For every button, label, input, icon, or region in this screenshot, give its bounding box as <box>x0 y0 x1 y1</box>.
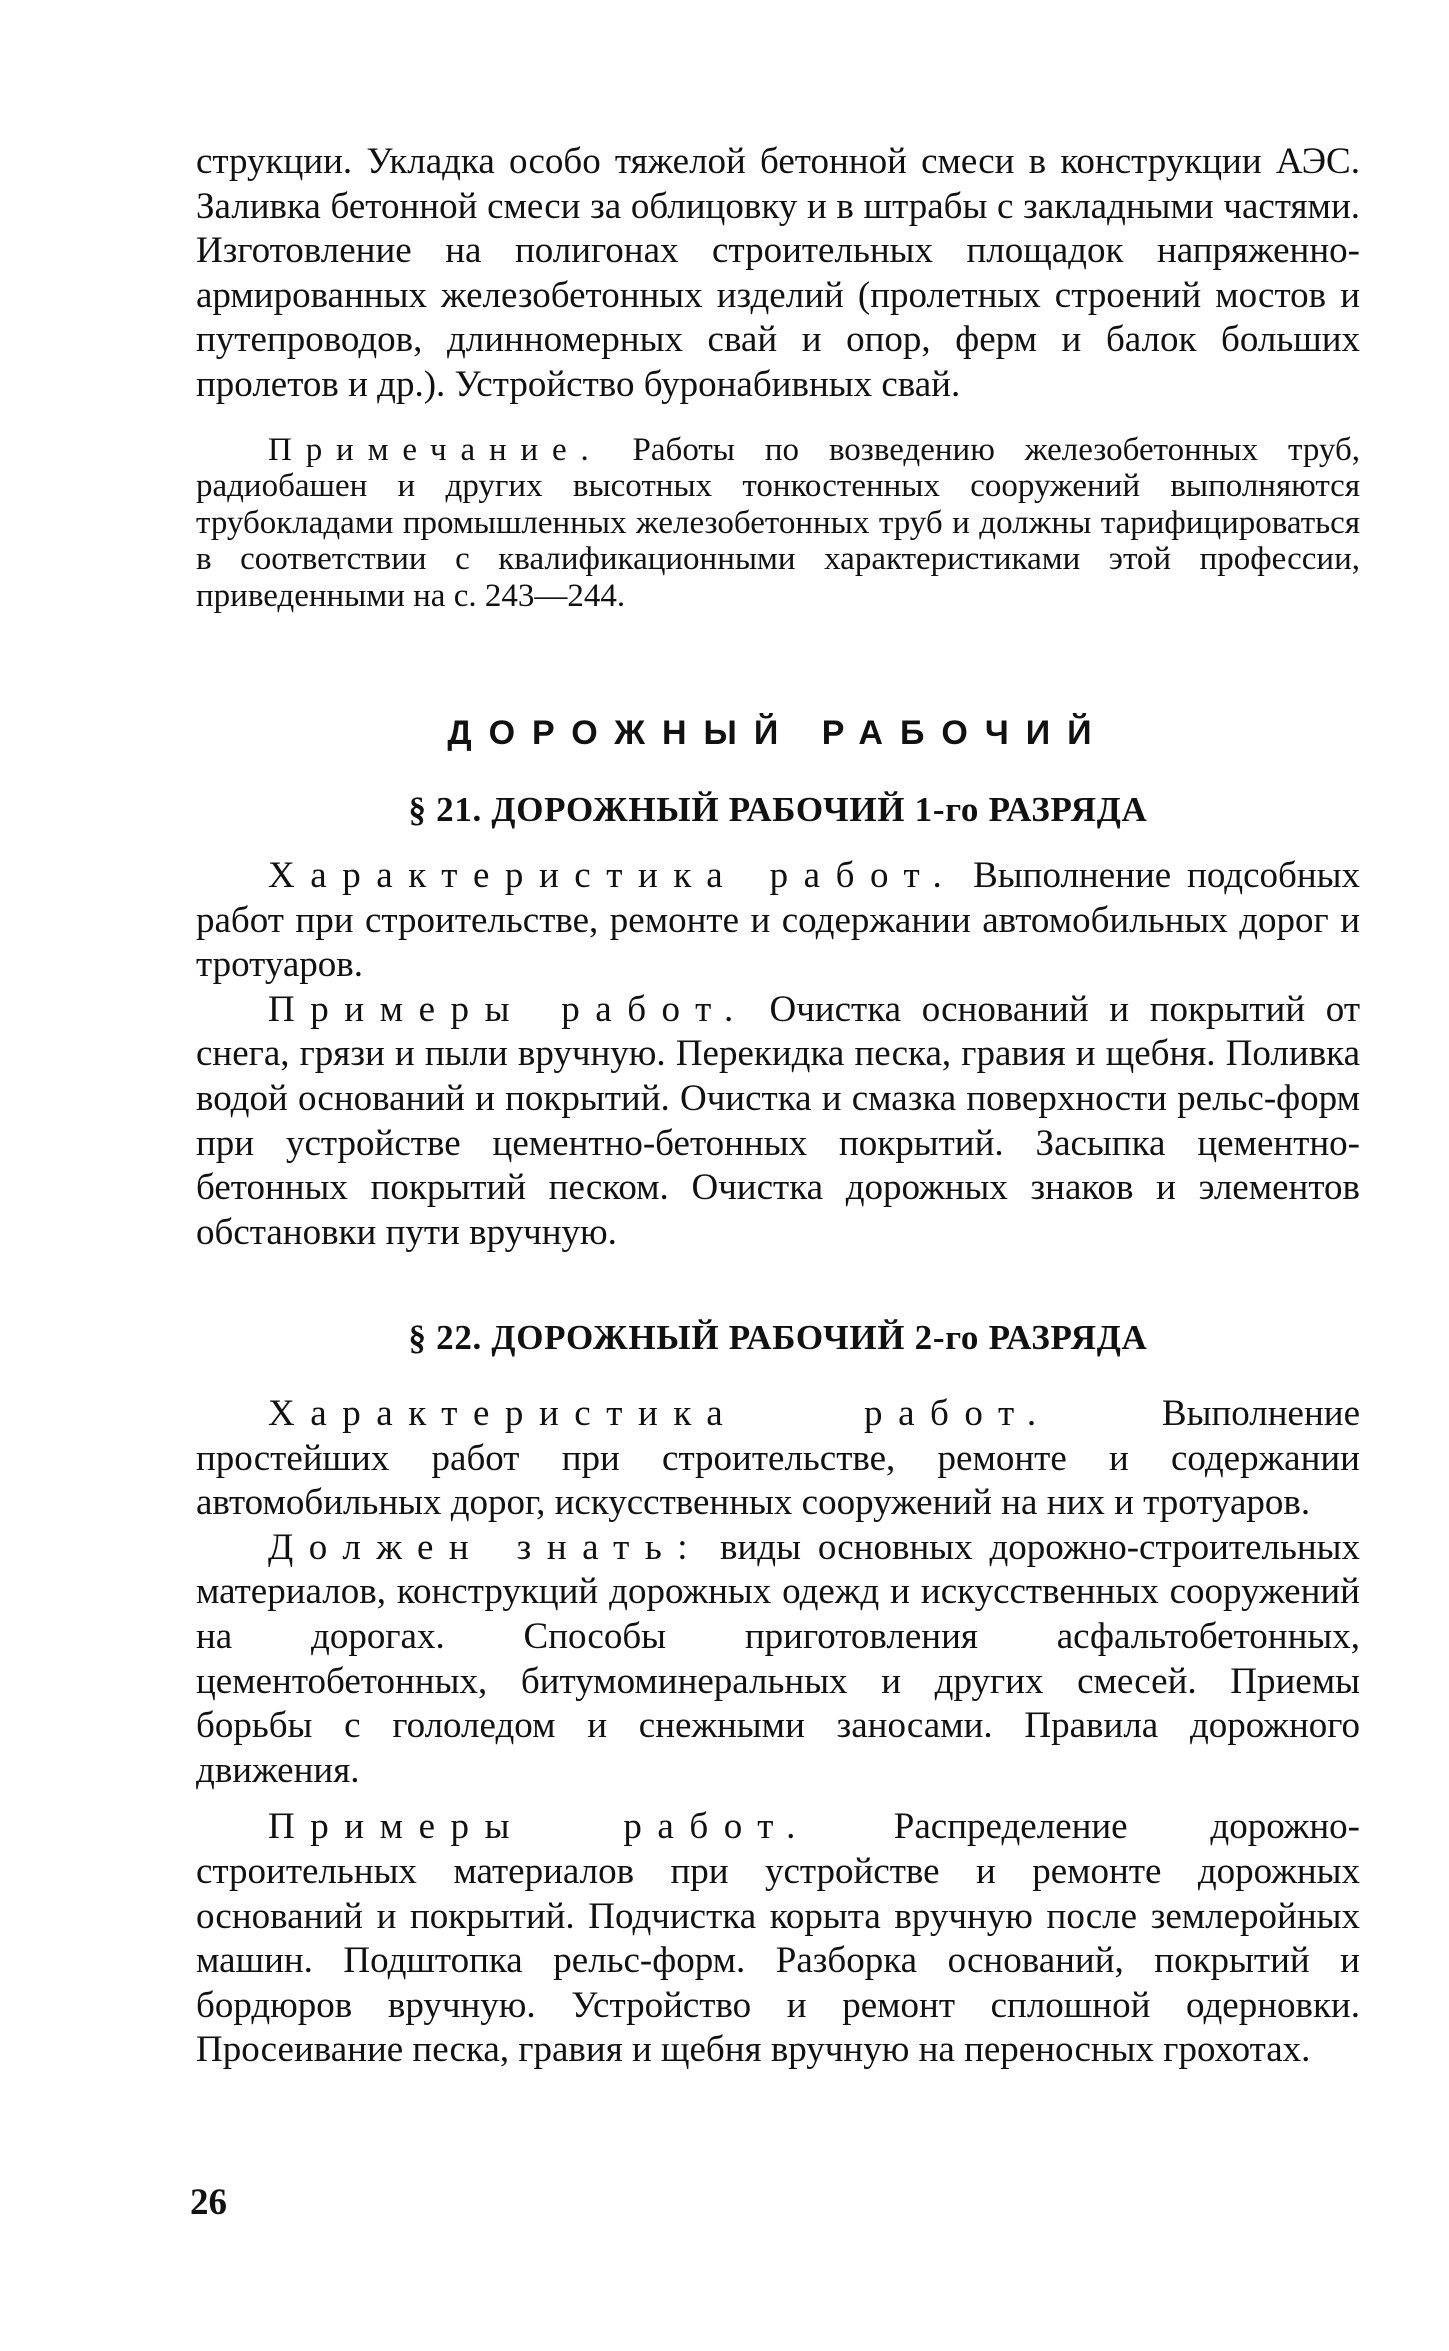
section-22-must-know <box>196 1526 1360 1794</box>
section-21-examples <box>196 988 1360 1256</box>
continuation-paragraph: струкции. Укладка особо тяжелой бетонной смеси в конструкции АЭС. Заливка бетонной смеси за облицовку и в штрабы с закладными частями. Изготовление на полигонах строительных площадок напряженно-армированных железобетонных изделий (пролетных строений мостов и путепроводов, длинномерных свай и опор, ферм и балок больших пролетов и др.). Устройство буронабивных свай. <box>196 141 1360 405</box>
characteristics-text: Выполнение подсобных работ при строительстве, ремонте и содержании автомобильных дорог и тротуаров. <box>196 855 1360 986</box>
section-21-characteristics <box>196 854 1360 988</box>
section-22-title: § 22. ДОРОЖНЫЙ РАБОЧИЙ 2-го РАЗРЯДА <box>408 1318 1148 1357</box>
examples-label: Примеры работ. <box>268 1806 811 1848</box>
characteristics-label: Характеристика работ. <box>268 1393 1052 1434</box>
section-22-examples <box>196 1805 1360 2073</box>
must-know-label: Должен знать: <box>268 1526 704 1568</box>
characteristics-text: Выполнение простейших работ при строительстве, ремонте и содержании автомобильных дорог, искусственных сооружений на них и тротуаров. <box>196 1393 1360 1524</box>
page-number: 26 <box>190 2182 227 2223</box>
must-know-text: виды основных дорожно-строительных материалов, конструкций дорожных одежд и искусственных сооружений на дорогах. Способы приготовления асфальтобетонных, цементобетонных, битумоминеральных и других смесей. Приемы борьбы с гололедом и снежными заносами. Правила дорожного движения. <box>196 1526 1360 1791</box>
examples-label: Примеры работ. <box>268 988 749 1030</box>
section-21-body <box>196 854 1360 1255</box>
characteristics-label: Характеристика работ. <box>268 855 958 896</box>
examples-text: Очистка оснований и покрытий от снега, грязи и пыли вручную. Перекидка песка, гравия и щебня. Поливка водой оснований и покрытий. Очистка и смазка поверхности рельс-форм при устройстве цементно-бетонных покрытий. Засыпка цементно-бетонных покрытий песком. Очистка дорожных знаков и элементов обстановки пути вручную. <box>196 988 1360 1253</box>
note-text: Работы по возведению железобетонных труб, радиобашен и других высотных тонкостенных сооружений выполняются трубокладами промышленных железобетонных труб и должны тарифицироваться в соответствии с квалификационными характеристиками этой профессии, приведенными на с. 243—244. <box>196 431 1360 614</box>
note-paragraph <box>196 432 1360 615</box>
note-label: Примечание. <box>268 431 603 468</box>
section-22-characteristics <box>196 1392 1360 1526</box>
section-21-title: § 21. ДОРОЖНЫЙ РАБОЧИЙ 1-го РАЗРЯДА <box>408 790 1148 829</box>
top-text-block <box>196 140 1360 614</box>
profession-title: ДОРОЖНЫЙ РАБОЧИЙ <box>447 714 1109 752</box>
section-22-body <box>196 1392 1360 2073</box>
examples-text: Распределение дорожно-строительных материалов при устройстве и ремонте дорожных оснований и покрытий. Подчистка корыта вручную после землеройных машин. Подштопка рельс-форм. Разборка оснований, покрытий и бордюров вручную. Устройство и ремонт сплошной одерновки. Просеивание песка, гравия и щебня вручную на переносных грохотах. <box>196 1806 1360 2071</box>
